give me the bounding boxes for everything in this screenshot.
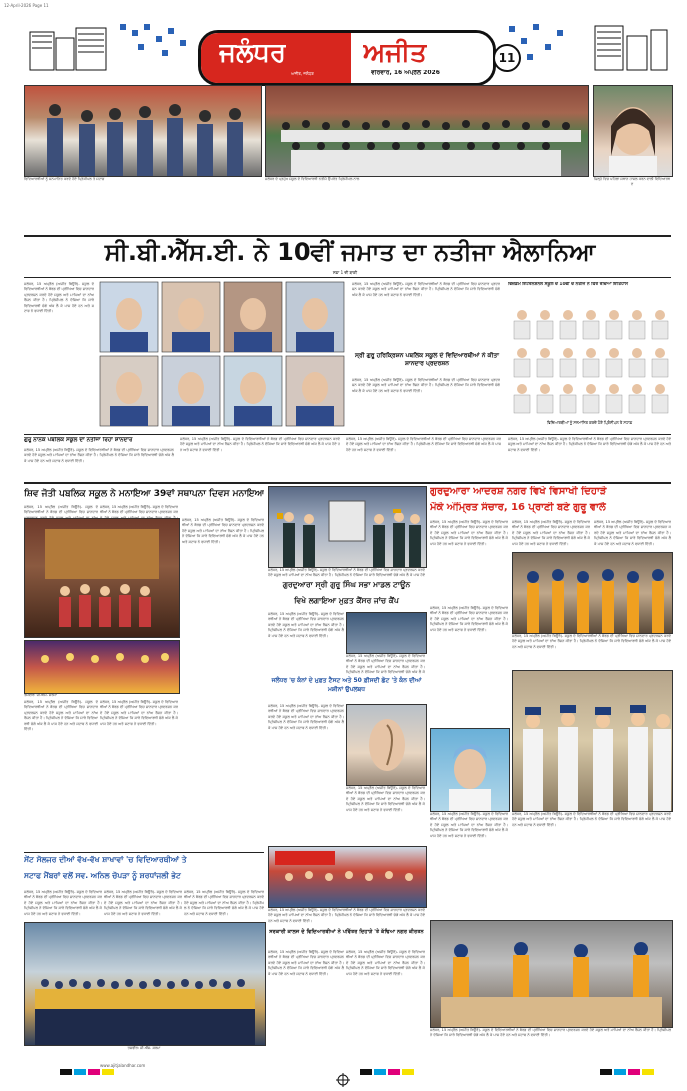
article-cbse-col2: ਜਲੰਧਰ, 15 ਅਪ੍ਰੈਲ (ਅਜੀਤ ਬਿਊਰੋ)- ਸਕੂਲ ਦੇ ਵਿਦਿਆਰਥੀਆਂ ਨੇ ਬੋਰਡ ਦੀ ਪ੍ਰੀਖਿਆ ਵਿਚ ਸ਼ਾਨਦਾਰ ਪ੍ਰਦਰਸ਼ਨ ਕਰਦੇ ਹੋਏ ਸਕੂਲ ਅਤੇ ਮਾਪਿਆਂ ਦਾ ਨਾਂਅ ਰੌਸ਼ਨ ਕੀਤਾ ਹੈ। ਪ੍ਰਿੰਸੀਪਲ ਨੇ ਦੱਸਿਆ ਕਿ ਸਾਰੇ ਵਿਦਿਆਰਥੀ ਚੰਗੇ ਅੰਕ ਲੈ ਕੇ ਪਾਸ ਹੋਏ ਹਨ ਅਤੇ ਸਟਾਫ ਨੇ ਵਧਾਈ ਦਿੱਤੀ। — [352, 282, 500, 297]
masthead-title-left: ਜਲੰਧਰ — [219, 38, 287, 68]
article-adarsh-1: ਜਲੰਧਰ, 15 ਅਪ੍ਰੈਲ (ਅਜੀਤ ਬਿਊਰੋ)- ਸਕੂਲ ਦੇ ਵਿਦਿਆਰਥੀਆਂ ਨੇ ਬੋਰਡ ਦੀ ਪ੍ਰੀਖਿਆ ਵਿਚ ਸ਼ਾਨਦਾਰ ਪ੍ਰਦਰਸ਼ਨ ਕਰਦੇ ਹੋਏ ਸਕੂਲ ਅਤੇ ਮਾਪਿਆਂ ਦਾ ਨਾਂਅ ਰੌਸ਼ਨ ਕੀਤਾ ਹੈ। ਪ੍ਰਿੰਸੀਪਲ ਨੇ ਦੱਸਿਆ ਕਿ ਸਾਰੇ ਵਿਦਿਆਰਥੀ ਚੰਗੇ ਅੰਕ ਲੈ ਕੇ ਪਾਸ ਹੋਏ ਹਨ ਅਤੇ ਸਟਾਫ ਨੇ ਵਧਾਈ ਦਿੱਤੀ। — [430, 520, 508, 546]
article-model-town-2: ਜਲੰਧਰ, 15 ਅਪ੍ਰੈਲ (ਅਜੀਤ ਬਿਊਰੋ)- ਸਕੂਲ ਦੇ ਵਿਦਿਆਰਥੀਆਂ ਨੇ ਬੋਰਡ ਦੀ ਪ੍ਰੀਖਿਆ ਵਿਚ ਸ਼ਾਨਦਾਰ ਪ੍ਰਦਰਸ਼ਨ ਕਰਦੇ ਹੋਏ ਸਕੂਲ ਅਤੇ ਮਾਪਿਆਂ ਦਾ ਨਾਂਅ ਰੌਸ਼ਨ ਕੀਤਾ ਹੈ। ਪ੍ਰਿੰਸੀਪਲ ਨੇ ਦੱਸਿਆ ਕਿ ਸਾਰੇ ਵਿਦਿਆਰਥੀ ਚੰਗੇ ਅੰਕ ਲੈ ਕੇ — [346, 654, 425, 674]
caption-top-mid: ਜਲੰਧਰ ਦੇ ਪ੍ਰਮੁੱਖ ਸਕੂਲ ਦੇ ਵਿਦਿਆਰਥੀ ਨਤੀਜੇ ਉਪਰੰਤ ਪ੍ਰਿੰਸੀਪਲ ਨਾਲ — [265, 177, 360, 181]
main-headline: ਸੀ.ਬੀ.ਐੱਸ.ਈ. ਨੇ 10ਵੀਂ ਜਮਾਤ ਦਾ ਨਤੀਜਾ ਐਲਾਨਿਆ — [104, 238, 596, 266]
photo-portrait-man — [430, 728, 510, 812]
page-number: 11 — [498, 51, 516, 65]
article-shiv-jyoti-1: ਜਲੰਧਰ, 15 ਅਪ੍ਰੈਲ (ਅਜੀਤ ਬਿਊਰੋ)- ਸਕੂਲ ਦੇ ਵਿਦਿਆਰਥੀਆਂ ਨੇ ਬੋਰਡ ਦੀ ਪ੍ਰੀਖਿਆ ਵਿਚ ਸ਼ਾਨਦਾਰ ਪ੍ਰਦਰਸ਼ਨ ਕਰਦੇ ਹੋਏ ਸਕੂਲ ਅਤੇ ਮਾਪਿਆਂ ਦਾ ਨਾਂਅ — [24, 505, 98, 519]
headline-gndps: ਸ੍ਰੀ ਗੁਰੂ ਹਰਿਕ੍ਰਿਸ਼ਨ ਪਬਲਿਕ ਸਕੂਲ ਦੇ ਵਿਦਿਆਰਥੀਆਂ ਨੇ ਕੀਤਾ ਸ਼ਾਨਦਾਰ ਪ੍ਰਦਰਸ਼ਨ — [355, 352, 499, 367]
article-adarsh-5: ਜਲੰਧਰ, 15 ਅਪ੍ਰੈਲ (ਅਜੀਤ ਬਿਊਰੋ)- ਸਕੂਲ ਦੇ ਵਿਦਿਆਰਥੀਆਂ ਨੇ ਬੋਰਡ ਦੀ ਪ੍ਰੀਖਿਆ ਵਿਚ ਸ਼ਾਨਦਾਰ ਪ੍ਰਦਰਸ਼ਨ ਕਰਦੇ ਹੋਏ ਸਕੂਲ ਅਤੇ ਮਾਪਿਆਂ ਦਾ ਨਾਂਅ ਰੌਸ਼ਨ ਕੀਤਾ ਹੈ। ਪ੍ਰਿੰਸੀਪਲ ਨੇ ਦੱਸਿਆ ਕਿ ਸਾਰੇ ਵਿਦਿਆਰਥੀ ਚੰਗੇ ਅੰਕ ਲੈ ਕੇ ਪਾਸ ਹੋਏ ਹਨ ਅਤੇ ਸਟਾਫ ਨੇ ਵਧਾਈ ਦਿੱਤੀ। — [512, 634, 671, 649]
article-result-mid2: ਜਲੰਧਰ, 15 ਅਪ੍ਰੈਲ (ਅਜੀਤ ਬਿਊਰੋ)- ਸਕੂਲ ਦੇ ਵਿਦਿਆਰਥੀਆਂ ਨੇ ਬੋਰਡ ਦੀ ਪ੍ਰੀਖਿਆ ਵਿਚ ਸ਼ਾਨਦਾਰ ਪ੍ਰਦਰਸ਼ਨ ਕਰਦੇ ਹੋਏ ਸਕੂਲ ਅਤੇ ਮਾਪਿਆਂ ਦਾ ਨਾਂਅ ਰੌਸ਼ਨ ਕੀਤਾ ਹੈ। ਪ੍ਰਿੰਸੀਪਲ ਨੇ ਦੱਸਿਆ ਕਿ ਸਾਰੇ ਵਿਦਿਆਰਥੀ ਚੰਗੇ ਅੰਕ ਲੈ ਕੇ ਪਾਸ ਹੋਏ ਹਨ ਅਤੇ ਸਟਾਫ ਨੇ ਵਧਾਈ ਦਿੱਤੀ। — [346, 437, 501, 452]
article-adarsh-2: ਜਲੰਧਰ, 15 ਅਪ੍ਰੈਲ (ਅਜੀਤ ਬਿਊਰੋ)- ਸਕੂਲ ਦੇ ਵਿਦਿਆਰਥੀਆਂ ਨੇ ਬੋਰਡ ਦੀ ਪ੍ਰੀਖਿਆ ਵਿਚ ਸ਼ਾਨਦਾਰ ਪ੍ਰਦਰਸ਼ਨ ਕਰਦੇ ਹੋਏ ਸਕੂਲ ਅਤੇ ਮਾਪਿਆਂ ਦਾ ਨਾਂਅ ਰੌਸ਼ਨ ਕੀਤਾ ਹੈ। ਪ੍ਰਿੰਸੀਪਲ ਨੇ ਦੱਸਿਆ ਕਿ ਸਾਰੇ ਵਿਦਿਆਰਥੀ ਚੰਗੇ ਅੰਕ ਲੈ ਕੇ ਪਾਸ ਹੋਏ ਹਨ ਅਤੇ ਸਟਾਫ ਨੇ ਵਧਾਈ ਦਿੱਤੀ। — [512, 520, 590, 546]
photo-langar-seva — [430, 920, 673, 1028]
masthead-title-right: ਅਜੀਤ — [363, 38, 427, 68]
photo-school-felicitation — [24, 85, 262, 177]
article-st-soldier-3: ਜਲੰਧਰ, 15 ਅਪ੍ਰੈਲ (ਅਜੀਤ ਬਿਊਰੋ)- ਸਕੂਲ ਦੇ ਵਿਦਿਆਰਥੀਆਂ ਨੇ ਬੋਰਡ ਦੀ ਪ੍ਰੀਖਿਆ ਵਿਚ ਸ਼ਾਨਦਾਰ ਪ੍ਰਦਰਸ਼ਨ ਕਰਦੇ ਹੋਏ ਸਕੂਲ ਅਤੇ ਮਾਪਿਆਂ ਦਾ ਨਾਂਅ ਰੌਸ਼ਨ ਕੀਤਾ ਹੈ। ਪ੍ਰਿੰਸੀਪਲ ਨੇ ਦੱਸਿਆ ਕਿ ਸਾਰੇ ਵਿਦਿਆਰਥੀ ਚੰਗੇ ਅੰਕ ਲੈ ਕੇ ਪਾਸ ਹੋਏ ਹਨ ਅਤੇ ਸਟਾਫ ਨੇ ਵਧਾਈ ਦਿੱਤੀ। — [184, 890, 264, 916]
headline-model-town-1: ਗੁਰਦੁਆਰਾ ਸ੍ਰੀ ਗੁਰੂ ਸਿੰਘ ਸਭਾ ਮਾਡਲ ਟਾਊਨ — [282, 580, 411, 589]
page-number-badge — [493, 44, 521, 72]
caption-shiv-jyoti: ਤਸਵੀਰ: ਜੀ.ਐੱਸ. ਸਰਮਾ — [24, 693, 57, 697]
headline-gurdwara-adarsh-1: ਗੁਰਦੁਆਰਾ ਆਦਰਸ਼ ਨਗਰ ਵਿਖੇ ਵਿਸਾਖੀ ਦਿਹਾੜੇ — [430, 486, 607, 497]
divider-row3 — [24, 434, 671, 435]
divider-row4 — [24, 482, 671, 484]
headline-st-soldier-1: ਸੇਂਟ ਸੋਲਜਰ ਦੀਆਂ ਵੱਖ-ਵੱਖ ਸ਼ਾਖਾਵਾਂ 'ਚ ਵਿਦਿਆਰਥੀਆਂ ਤੇ — [24, 855, 187, 864]
registration-mark — [336, 1072, 350, 1086]
headline-college: ਸਰਕਾਰੀ ਕਾਲਜ ਦੇ ਵਿਦਿਆਰਥੀਆਂ ਨੇ ਪਵਿੱਤਰ ਦਿਹਾੜੇ 'ਤੇ ਕੱਢਿਆ ਨਗਰ ਕੀਰਤਨ — [269, 929, 424, 935]
article-adarsh-3: ਜਲੰਧਰ, 15 ਅਪ੍ਰੈਲ (ਅਜੀਤ ਬਿਊਰੋ)- ਸਕੂਲ ਦੇ ਵਿਦਿਆਰਥੀਆਂ ਨੇ ਬੋਰਡ ਦੀ ਪ੍ਰੀਖਿਆ ਵਿਚ ਸ਼ਾਨਦਾਰ ਪ੍ਰਦਰਸ਼ਨ ਕਰਦੇ ਹੋਏ ਸਕੂਲ ਅਤੇ ਮਾਪਿਆਂ ਦਾ ਨਾਂਅ ਰੌਸ਼ਨ ਕੀਤਾ ਹੈ। ਪ੍ਰਿੰਸੀਪਲ ਨੇ ਦੱਸਿਆ ਕਿ ਸਾਰੇ ਵਿਦਿਆਰਥੀ ਚੰਗੇ ਅੰਕ ਲੈ ਕੇ ਪਾਸ ਹੋਏ ਹਨ ਅਤੇ ਸਟਾਫ ਨੇ ਵਧਾਈ ਦਿੱਤੀ। — [594, 520, 671, 546]
article-college-2: ਜਲੰਧਰ, 15 ਅਪ੍ਰੈਲ (ਅਜੀਤ ਬਿਊਰੋ)- ਸਕੂਲ ਦੇ ਵਿਦਿਆਰਥੀਆਂ ਨੇ ਬੋਰਡ ਦੀ ਪ੍ਰੀਖਿਆ ਵਿਚ ਸ਼ਾਨਦਾਰ ਪ੍ਰਦਰਸ਼ਨ ਕਰਦੇ ਹੋਏ ਸਕੂਲ ਅਤੇ ਮਾਪਿਆਂ ਦਾ ਨਾਂਅ ਰੌਸ਼ਨ ਕੀਤਾ ਹੈ। ਪ੍ਰਿੰਸੀਪਲ ਨੇ ਦੱਸਿਆ ਕਿ ਸਾਰੇ ਵਿਦਿਆਰਥੀ ਚੰਗੇ ਅੰਕ ਲੈ ਕੇ ਪਾਸ ਹੋਏ ਹਨ ਅਤੇ ਸਟਾਫ ਨੇ ਵਧਾਈ ਦਿੱਤੀ। — [346, 950, 425, 976]
article-adarsh-4: ਜਲੰਧਰ, 15 ਅਪ੍ਰੈਲ (ਅਜੀਤ ਬਿਊਰੋ)- ਸਕੂਲ ਦੇ ਵਿਦਿਆਰਥੀਆਂ ਨੇ ਬੋਰਡ ਦੀ ਪ੍ਰੀਖਿਆ ਵਿਚ ਸ਼ਾਨਦਾਰ ਪ੍ਰਦਰਸ਼ਨ ਕਰਦੇ ਹੋਏ ਸਕੂਲ ਅਤੇ ਮਾਪਿਆਂ ਦਾ ਨਾਂਅ ਰੌਸ਼ਨ ਕੀਤਾ ਹੈ। ਪ੍ਰਿੰਸੀਪਲ ਨੇ ਦੱਸਿਆ ਕਿ ਸਾਰੇ ਵਿਦਿਆਰਥੀ ਚੰਗੇ ਅੰਕ ਲੈ ਕੇ ਪਾਸ ਹੋਏ ਹਨ ਅਤੇ ਸਟਾਫ ਨੇ ਵਧਾਈ ਦਿੱਤੀ। — [430, 606, 508, 632]
photo-model-town-camp — [346, 612, 427, 654]
headline-model-town-2: ਵਿਖੇ ਲਗਾਇਆ ਮੁਫ਼ਤ ਕੈਂਸਰ ਜਾਂਚ ਕੈਂਪ — [294, 596, 399, 605]
article-guru-nanak: ਜਲੰਧਰ, 15 ਅਪ੍ਰੈਲ (ਅਜੀਤ ਬਿਊਰੋ)- ਸਕੂਲ ਦੇ ਵਿਦਿਆਰਥੀਆਂ ਨੇ ਬੋਰਡ ਦੀ ਪ੍ਰੀਖਿਆ ਵਿਚ ਸ਼ਾਨਦਾਰ ਪ੍ਰਦਰਸ਼ਨ ਕਰਦੇ ਹੋਏ ਸਕੂਲ ਅਤੇ ਮਾਪਿਆਂ ਦਾ ਨਾਂਅ ਰੌਸ਼ਨ ਕੀਤਾ ਹੈ। ਪ੍ਰਿੰਸੀਪਲ ਨੇ ਦੱਸਿਆ ਕਿ ਸਾਰੇ ਵਿਦਿਆਰਥੀ ਚੰਗੇ ਅੰਕ ਲੈ ਕੇ ਪਾਸ ਹੋਏ ਹਨ ਅਤੇ ਸਟਾਫ ਨੇ ਵਧਾਈ ਦਿੱਤੀ। — [24, 448, 174, 463]
masthead-sub: ਅਜੀਤ, ਜਲੰਧਰ — [291, 71, 314, 76]
student-portraits — [98, 280, 348, 430]
masthead-date: ਵੀਰਵਾਰ, 16 ਅਪ੍ਰੈਲ 2026 — [371, 70, 440, 75]
article-adarsh-6: ਜਲੰਧਰ, 15 ਅਪ੍ਰੈਲ (ਅਜੀਤ ਬਿਊਰੋ)- ਸਕੂਲ ਦੇ ਵਿਦਿਆਰਥੀਆਂ ਨੇ ਬੋਰਡ ਦੀ ਪ੍ਰੀਖਿਆ ਵਿਚ ਸ਼ਾਨਦਾਰ ਪ੍ਰਦਰਸ਼ਨ ਕਰਦੇ ਹੋਏ ਸਕੂਲ ਅਤੇ ਮਾਪਿਆਂ ਦਾ ਨਾਂਅ ਰੌਸ਼ਨ ਕੀਤਾ ਹੈ। ਪ੍ਰਿੰਸੀਪਲ ਨੇ ਦੱਸਿਆ ਕਿ ਸਾਰੇ ਵਿਦਿਆਰਥੀ ਚੰਗੇ ਅੰਕ ਲੈ ਕੇ ਪਾਸ ਹੋਏ ਹਨ ਅਤੇ ਸਟਾਫ ਨੇ ਵਧਾਈ ਦਿੱਤੀ। — [430, 812, 508, 838]
caption-wisdom-students: ਵਿਦਿਆਰਥੀਆਂ ਨੂੰ ਸਨਮਾਨਿਤ ਕਰਦੇ ਹੋਏ ਪ੍ਰਿੰਸੀਪਲ ਤੇ ਸਟਾਫ਼ — [547, 420, 632, 425]
article-hearing-1: ਜਲੰਧਰ, 15 ਅਪ੍ਰੈਲ (ਅਜੀਤ ਬਿਊਰੋ)- ਸਕੂਲ ਦੇ ਵਿਦਿਆਰਥੀਆਂ ਨੇ ਬੋਰਡ ਦੀ ਪ੍ਰੀਖਿਆ ਵਿਚ ਸ਼ਾਨਦਾਰ ਪ੍ਰਦਰਸ਼ਨ ਕਰਦੇ ਹੋਏ ਸਕੂਲ ਅਤੇ ਮਾਪਿਆਂ ਦਾ ਨਾਂਅ ਰੌਸ਼ਨ ਕੀਤਾ ਹੈ। ਪ੍ਰਿੰਸੀਪਲ ਨੇ ਦੱਸਿਆ ਕਿ ਸਾਰੇ ਵਿਦਿਆਰਥੀ ਚੰਗੇ ਅੰਕ ਲੈ ਕੇ ਪਾਸ ਹੋਏ ਹਨ ਅਤੇ ਸਟਾਫ ਨੇ ਵਧਾਈ ਦਿੱਤੀ। — [268, 704, 344, 730]
main-subhead: ਸਫ਼ਾ 1 ਦੀ ਬਾਕੀ — [332, 270, 358, 275]
article-wisdom-intro: ਵਿਜ਼ਡਮ ਇੰਟਰਨੈਸ਼ਨਲ ਸਕੂਲ ਦੇ 10ਵੀਂ ਦੇ ਨਤੀਜੇ ਨੇ ਫਿਰ ਰਚਿਆ ਇਤਿਹਾਸ — [508, 282, 628, 287]
article-college-intro: ਜਲੰਧਰ, 15 ਅਪ੍ਰੈਲ (ਅਜੀਤ ਬਿਊਰੋ)- ਸਕੂਲ ਦੇ ਵਿਦਿਆਰਥੀਆਂ ਨੇ ਬੋਰਡ ਦੀ ਪ੍ਰੀਖਿਆ ਵਿਚ ਸ਼ਾਨਦਾਰ ਪ੍ਰਦਰਸ਼ਨ ਕਰਦੇ ਹੋਏ ਸਕੂਲ ਅਤੇ ਮਾਪਿਆਂ ਦਾ ਨਾਂਅ ਰੌਸ਼ਨ ਕੀਤਾ ਹੈ। ਪ੍ਰਿੰਸੀਪਲ ਨੇ ਦੱਸਿਆ ਕਿ ਸਾਰੇ ਵਿਦਿਆਰਥੀ ਚੰਗੇ ਅੰਕ ਲੈ ਕੇ ਪਾਸ ਹੋਏ ਹਨ ਅਤੇ ਸਟਾਫ ਨੇ ਵਧਾਈ ਦਿੱਤੀ। — [268, 908, 425, 923]
photo-sikh-elders — [512, 670, 673, 812]
photo-stage-event — [24, 518, 180, 638]
headline-st-soldier-2: ਸਟਾਫ ਮੈਂਬਰਾਂ ਵਲੋਂ ਸਵ. ਅਨਿਲ ਚੋਪੜਾ ਨੂੰ ਸ਼ਰਧਾਂਜਲੀ ਭੇਟ — [24, 871, 181, 880]
article-st-soldier-1: ਜਲੰਧਰ, 15 ਅਪ੍ਰੈਲ (ਅਜੀਤ ਬਿਊਰੋ)- ਸਕੂਲ ਦੇ ਵਿਦਿਆਰਥੀਆਂ ਨੇ ਬੋਰਡ ਦੀ ਪ੍ਰੀਖਿਆ ਵਿਚ ਸ਼ਾਨਦਾਰ ਪ੍ਰਦਰਸ਼ਨ ਕਰਦੇ ਹੋਏ ਸਕੂਲ ਅਤੇ ਮਾਪਿਆਂ ਦਾ ਨਾਂਅ ਰੌਸ਼ਨ ਕੀਤਾ ਹੈ। ਪ੍ਰਿੰਸੀਪਲ ਨੇ ਦੱਸਿਆ ਕਿ ਸਾਰੇ ਵਿਦਿਆਰਥੀ ਚੰਗੇ ਅੰਕ ਲੈ ਕੇ ਪਾਸ ਹੋਏ ਹਨ ਅਤੇ ਸਟਾਫ ਨੇ ਵਧਾਈ ਦਿੱਤੀ। — [24, 890, 102, 916]
article-shiv-jyoti-3: ਜਲੰਧਰ, 15 ਅਪ੍ਰੈਲ (ਅਜੀਤ ਬਿਊਰੋ)- ਸਕੂਲ ਦੇ ਵਿਦਿਆਰਥੀਆਂ ਨੇ ਬੋਰਡ ਦੀ ਪ੍ਰੀਖਿਆ ਵਿਚ ਸ਼ਾਨਦਾਰ ਪ੍ਰਦਰਸ਼ਨ ਕਰਦੇ ਹੋਏ ਸਕੂਲ ਅਤੇ ਮਾਪਿਆਂ ਦਾ ਨਾਂਅ ਰੌਸ਼ਨ ਕੀਤਾ ਹੈ। ਪ੍ਰਿੰਸੀਪਲ ਨੇ ਦੱਸਿਆ ਕਿ ਸਾਰੇ ਵਿਦਿਆਰਥੀ ਚੰਗੇ ਅੰਕ ਲੈ ਕੇ ਪਾਸ ਹੋਏ ਹਨ ਅਤੇ ਸਟਾਫ ਨੇ ਵਧਾਈ ਦਿੱਤੀ। — [182, 518, 264, 544]
divider-main-bottom — [24, 277, 671, 278]
footer-url: www.ajitjalandhar.com — [100, 1063, 146, 1068]
article-model-town-1: ਜਲੰਧਰ, 15 ਅਪ੍ਰੈਲ (ਅਜੀਤ ਬਿਊਰੋ)- ਸਕੂਲ ਦੇ ਵਿਦਿਆਰਥੀਆਂ ਨੇ ਬੋਰਡ ਦੀ ਪ੍ਰੀਖਿਆ ਵਿਚ ਸ਼ਾਨਦਾਰ ਪ੍ਰਦਰਸ਼ਨ ਕਰਦੇ ਹੋਏ ਸਕੂਲ ਅਤੇ ਮਾਪਿਆਂ ਦਾ ਨਾਂਅ ਰੌਸ਼ਨ ਕੀਤਾ ਹੈ। ਪ੍ਰਿੰਸੀਪਲ ਨੇ ਦੱਸਿਆ ਕਿ ਸਾਰੇ ਵਿਦਿਆਰਥੀ ਚੰਗੇ ਅੰਕ ਲੈ ਕੇ ਪਾਸ ਹੋਏ ਹਨ ਅਤੇ ਸਟਾਫ ਨੇ ਵਧਾਈ ਦਿੱਤੀ। — [268, 612, 344, 638]
corner-decoration-left — [20, 18, 190, 73]
article-shiv-jyoti-5: ਜਲੰਧਰ, 15 ਅਪ੍ਰੈਲ (ਅਜੀਤ ਬਿਊਰੋ)- ਸਕੂਲ ਦੇ ਵਿਦਿਆਰਥੀਆਂ ਨੇ ਬੋਰਡ ਦੀ ਪ੍ਰੀਖਿਆ ਵਿਚ ਸ਼ਾਨਦਾਰ ਪ੍ਰਦਰਸ਼ਨ ਕਰਦੇ ਹੋਏ ਸਕੂਲ ਅਤੇ ਮਾਪਿਆਂ ਦਾ ਨਾਂਅ ਰੌਸ਼ਨ ਕੀਤਾ ਹੈ। ਪ੍ਰਿੰਸੀਪਲ ਨੇ ਦੱਸਿਆ ਕਿ ਸਾਰੇ ਵਿਦਿਆਰਥੀ ਚੰਗੇ ਅੰਕ ਲੈ ਕੇ ਪਾਸ ਹੋਏ ਹਨ ਅਤੇ ਸਟਾਫ ਨੇ ਵਧਾਈ ਦਿੱਤੀ। — [100, 700, 178, 726]
student-grid-right — [508, 305, 671, 417]
article-college-1: ਜਲੰਧਰ, 15 ਅਪ੍ਰੈਲ (ਅਜੀਤ ਬਿਊਰੋ)- ਸਕੂਲ ਦੇ ਵਿਦਿਆਰਥੀਆਂ ਨੇ ਬੋਰਡ ਦੀ ਪ੍ਰੀਖਿਆ ਵਿਚ ਸ਼ਾਨਦਾਰ ਪ੍ਰਦਰਸ਼ਨ ਕਰਦੇ ਹੋਏ ਸਕੂਲ ਅਤੇ ਮਾਪਿਆਂ ਦਾ ਨਾਂਅ ਰੌਸ਼ਨ ਕੀਤਾ ਹੈ। ਪ੍ਰਿੰਸੀਪਲ ਨੇ ਦੱਸਿਆ ਕਿ ਸਾਰੇ ਵਿਦਿਆਰਥੀ ਚੰਗੇ ਅੰਕ ਲੈ ਕੇ ਪਾਸ ਹੋਏ ਹਨ ਅਤੇ ਸਟਾਫ ਨੇ ਵਧਾਈ ਦਿੱਤੀ। — [268, 950, 344, 976]
photo-hearing-aid — [346, 704, 427, 786]
article-result-mid: ਜਲੰਧਰ, 15 ਅਪ੍ਰੈਲ (ਅਜੀਤ ਬਿਊਰੋ)- ਸਕੂਲ ਦੇ ਵਿਦਿਆਰਥੀਆਂ ਨੇ ਬੋਰਡ ਦੀ ਪ੍ਰੀਖਿਆ ਵਿਚ ਸ਼ਾਨਦਾਰ ਪ੍ਰਦਰਸ਼ਨ ਕਰਦੇ ਹੋਏ ਸਕੂਲ ਅਤੇ ਮਾਪਿਆਂ ਦਾ ਨਾਂਅ ਰੌਸ਼ਨ ਕੀਤਾ ਹੈ। ਪ੍ਰਿੰਸੀਪਲ ਨੇ ਦੱਸਿਆ ਕਿ ਸਾਰੇ ਵਿਦਿਆਰਥੀ ਚੰਗੇ ਅੰਕ ਲੈ ਕੇ ਪਾਸ ਹੋਏ ਹਨ ਅਤੇ ਸਟਾਫ ਨੇ ਵਧਾਈ ਦਿੱਤੀ। — [180, 437, 340, 452]
photo-group-banner — [268, 846, 427, 908]
article-langar: ਜਲੰਧਰ, 15 ਅਪ੍ਰੈਲ (ਅਜੀਤ ਬਿਊਰੋ)- ਸਕੂਲ ਦੇ ਵਿਦਿਆਰਥੀਆਂ ਨੇ ਬੋਰਡ ਦੀ ਪ੍ਰੀਖਿਆ ਵਿਚ ਸ਼ਾਨਦਾਰ ਪ੍ਰਦਰਸ਼ਨ ਕਰਦੇ ਹੋਏ ਸਕੂਲ ਅਤੇ ਮਾਪਿਆਂ ਦਾ ਨਾਂਅ ਰੌਸ਼ਨ ਕੀਤਾ ਹੈ। ਪ੍ਰਿੰਸੀਪਲ ਨੇ ਦੱਸਿਆ ਕਿ ਸਾਰੇ ਵਿਦਿਆਰਥੀ ਚੰਗੇ ਅੰਕ ਲੈ ਕੇ ਪਾਸ ਹੋਏ ਹਨ ਅਤੇ ਸਟਾਫ ਨੇ ਵਧਾਈ ਦਿੱਤੀ। — [430, 1028, 671, 1038]
caption-st-soldier: ਤਸਵੀਰ: ਜੀ.ਐੱਸ. ਸਰਮਾ — [127, 1046, 161, 1050]
photo-st-soldier-tribute — [24, 922, 266, 1046]
article-shiv-jyoti-4: ਜਲੰਧਰ, 15 ਅਪ੍ਰੈਲ (ਅਜੀਤ ਬਿਊਰੋ)- ਸਕੂਲ ਦੇ ਵਿਦਿਆਰਥੀਆਂ ਨੇ ਬੋਰਡ ਦੀ ਪ੍ਰੀਖਿਆ ਵਿਚ ਸ਼ਾਨਦਾਰ ਪ੍ਰਦਰਸ਼ਨ ਕਰਦੇ ਹੋਏ ਸਕੂਲ ਅਤੇ ਮਾਪਿਆਂ ਦਾ ਨਾਂਅ ਰੌਸ਼ਨ ਕੀਤਾ ਹੈ। ਪ੍ਰਿੰਸੀਪਲ ਨੇ ਦੱਸਿਆ ਕਿ ਸਾਰੇ ਵਿਦਿਆਰਥੀ ਚੰਗੇ ਅੰਕ ਲੈ ਕੇ ਪਾਸ ਹੋਏ ਹਨ ਅਤੇ ਸਟਾਫ ਨੇ ਵਧਾਈ ਦਿੱਤੀ। — [24, 700, 98, 732]
article-result-right: ਜਲੰਧਰ, 15 ਅਪ੍ਰੈਲ (ਅਜੀਤ ਬਿਊਰੋ)- ਸਕੂਲ ਦੇ ਵਿਦਿਆਰਥੀਆਂ ਨੇ ਬੋਰਡ ਦੀ ਪ੍ਰੀਖਿਆ ਵਿਚ ਸ਼ਾਨਦਾਰ ਪ੍ਰਦਰਸ਼ਨ ਕਰਦੇ ਹੋਏ ਸਕੂਲ ਅਤੇ ਮਾਪਿਆਂ ਦਾ ਨਾਂਅ ਰੌਸ਼ਨ ਕੀਤਾ ਹੈ। ਪ੍ਰਿੰਸੀਪਲ ਨੇ ਦੱਸਿਆ ਕਿ ਸਾਰੇ ਵਿਦਿਆਰਥੀ ਚੰਗੇ ਅੰਕ ਲੈ ਕੇ ਪਾਸ ਹੋਏ ਹਨ ਅਤੇ ਸਟਾਫ ਨੇ ਵਧਾਈ ਦਿੱਤੀ। — [508, 437, 671, 452]
photo-dance-performance — [24, 640, 180, 694]
article-cbse-col3: ਜਲੰਧਰ, 15 ਅਪ੍ਰੈਲ (ਅਜੀਤ ਬਿਊਰੋ)- ਸਕੂਲ ਦੇ ਵਿਦਿਆਰਥੀਆਂ ਨੇ ਬੋਰਡ ਦੀ ਪ੍ਰੀਖਿਆ ਵਿਚ ਸ਼ਾਨਦਾਰ ਪ੍ਰਦਰਸ਼ਨ ਕਰਦੇ ਹੋਏ ਸਕੂਲ ਅਤੇ ਮਾਪਿਆਂ ਦਾ ਨਾਂਅ ਰੌਸ਼ਨ ਕੀਤਾ ਹੈ। ਪ੍ਰਿੰਸੀਪਲ ਨੇ ਦੱਸਿਆ ਕਿ ਸਾਰੇ ਵਿਦਿਆਰਥੀ ਚੰਗੇ ਅੰਕ ਲੈ ਕੇ ਪਾਸ ਹੋਏ ਹਨ ਅਤੇ ਸਟਾਫ ਨੇ ਵਧਾਈ ਦਿੱਤੀ। — [352, 378, 500, 393]
article-hearing-2: ਜਲੰਧਰ, 15 ਅਪ੍ਰੈਲ (ਅਜੀਤ ਬਿਊਰੋ)- ਸਕੂਲ ਦੇ ਵਿਦਿਆਰਥੀਆਂ ਨੇ ਬੋਰਡ ਦੀ ਪ੍ਰੀਖਿਆ ਵਿਚ ਸ਼ਾਨਦਾਰ ਪ੍ਰਦਰਸ਼ਨ ਕਰਦੇ ਹੋਏ ਸਕੂਲ ਅਤੇ ਮਾਪਿਆਂ ਦਾ ਨਾਂਅ ਰੌਸ਼ਨ ਕੀਤਾ ਹੈ। ਪ੍ਰਿੰਸੀਪਲ ਨੇ ਦੱਸਿਆ ਕਿ ਸਾਰੇ ਵਿਦਿਆਰਥੀ ਚੰਗੇ ਅੰਕ ਲੈ ਕੇ ਪਾਸ ਹੋਏ ਹਨ ਅਤੇ ਸਟਾਫ ਨੇ ਵਧਾਈ ਦਿੱਤੀ। — [346, 786, 425, 812]
caption-top-left: ਵਿਦਿਆਰਥੀਆਂ ਨੂੰ ਸਨਮਾਨਿਤ ਕਰਦੇ ਹੋਏ ਪ੍ਰਿੰਸੀਪਲ ਤੇ ਸਟਾਫ਼ — [24, 177, 105, 181]
print-slug: 12-April-2026 Page 11 — [4, 3, 49, 8]
headline-shiv-jyoti: ਸ਼ਿਵ ਜੋਤੀ ਪਬਲਿਕ ਸਕੂਲ ਨੇ ਮਨਾਇਆ 39ਵਾਂ ਸਥਾਪਨਾ ਦਿਵਸ ਮਨਾਇਆ — [24, 489, 264, 499]
caption-top-right: ਜ਼ਿਲ੍ਹੇ ਵਿਚ ਪਹਿਲਾ ਸਥਾਨ ਹਾਸਲ ਕਰਨ ਵਾਲੀ ਵਿਦਿਆਰਥਣ — [593, 177, 671, 187]
article-shiv-jyoti-2: ਜਲੰਧਰ, 15 ਅਪ੍ਰੈਲ (ਅਜੀਤ ਬਿਊਰੋ)- ਸਕੂਲ ਦੇ ਵਿਦਿਆਰਥੀਆਂ ਨੇ ਬੋਰਡ ਦੀ ਪ੍ਰੀਖਿਆ ਵਿਚ ਸ਼ਾਨਦਾਰ ਪ੍ਰਦਰਸ਼ਨ ਕਰਦੇ ਹੋਏ ਸਕੂਲ ਅਤੇ ਮਾਪਿਆਂ ਦਾ ਨਾਂਅ ਰੌਸ਼ਨ ਕੀਤਾ ਹੈ। — [100, 505, 178, 519]
photo-amrit-sanchar — [512, 552, 673, 634]
divider-row-soldier — [24, 852, 264, 853]
corner-decoration-right — [505, 18, 670, 73]
photo-gurdwara-event — [268, 486, 427, 568]
photo-topper-girl — [593, 85, 673, 177]
masthead-logo — [198, 30, 496, 86]
headline-hearing: ਜਲੰਧਰ 'ਚ ਕੰਨਾਂ ਦੇ ਮੁਫ਼ਤ ਟੈਸਟ ਅਤੇ 50 ਫ਼ੀਸਦੀ ਛੋਟ 'ਤੇ ਕੰਨ ਦੀਆਂ ਮਸ਼ੀਨਾਂ ਉਪਲਬਧ — [271, 677, 422, 693]
photo-students-group — [265, 85, 589, 177]
article-st-soldier-2: ਜਲੰਧਰ, 15 ਅਪ੍ਰੈਲ (ਅਜੀਤ ਬਿਊਰੋ)- ਸਕੂਲ ਦੇ ਵਿਦਿਆਰਥੀਆਂ ਨੇ ਬੋਰਡ ਦੀ ਪ੍ਰੀਖਿਆ ਵਿਚ ਸ਼ਾਨਦਾਰ ਪ੍ਰਦਰਸ਼ਨ ਕਰਦੇ ਹੋਏ ਸਕੂਲ ਅਤੇ ਮਾਪਿਆਂ ਦਾ ਨਾਂਅ ਰੌਸ਼ਨ ਕੀਤਾ ਹੈ। ਪ੍ਰਿੰਸੀਪਲ ਨੇ ਦੱਸਿਆ ਕਿ ਸਾਰੇ ਵਿਦਿਆਰਥੀ ਚੰਗੇ ਅੰਕ ਲੈ ਕੇ ਪਾਸ ਹੋਏ ਹਨ ਅਤੇ ਸਟਾਫ ਨੇ ਵਧਾਈ ਦਿੱਤੀ। — [104, 890, 182, 916]
headline-gurdwara-adarsh-2: ਮੌਕੇ ਅੰਮ੍ਰਿਤ ਸੰਚਾਰ, 16 ਪ੍ਰਾਣੀ ਬਣੇ ਗੁਰੂ ਵਾਲੇ — [430, 502, 606, 513]
article-cbse-col1: ਜਲੰਧਰ, 15 ਅਪ੍ਰੈਲ (ਅਜੀਤ ਬਿਊਰੋ)- ਸਕੂਲ ਦੇ ਵਿਦਿਆਰਥੀਆਂ ਨੇ ਬੋਰਡ ਦੀ ਪ੍ਰੀਖਿਆ ਵਿਚ ਸ਼ਾਨਦਾਰ ਪ੍ਰਦਰਸ਼ਨ ਕਰਦੇ ਹੋਏ ਸਕੂਲ ਅਤੇ ਮਾਪਿਆਂ ਦਾ ਨਾਂਅ ਰੌਸ਼ਨ ਕੀਤਾ ਹੈ। ਪ੍ਰਿੰਸੀਪਲ ਨੇ ਦੱਸਿਆ ਕਿ ਸਾਰੇ ਵਿਦਿਆਰਥੀ ਚੰਗੇ ਅੰਕ ਲੈ ਕੇ ਪਾਸ ਹੋਏ ਹਨ ਅਤੇ ਸਟਾਫ ਨੇ ਵਧਾਈ ਦਿੱਤੀ। — [24, 282, 94, 314]
article-gurdwara-model-town: ਜਲੰਧਰ, 15 ਅਪ੍ਰੈਲ (ਅਜੀਤ ਬਿਊਰੋ)- ਸਕੂਲ ਦੇ ਵਿਦਿਆਰਥੀਆਂ ਨੇ ਬੋਰਡ ਦੀ ਪ੍ਰੀਖਿਆ ਵਿਚ ਸ਼ਾਨਦਾਰ ਪ੍ਰਦਰਸ਼ਨ ਕਰਦੇ ਹੋਏ ਸਕੂਲ ਅਤੇ ਮਾਪਿਆਂ ਦਾ ਨਾਂਅ ਰੌਸ਼ਨ ਕੀਤਾ ਹੈ। ਪ੍ਰਿੰਸੀਪਲ ਨੇ ਦੱਸਿਆ ਕਿ ਸਾਰੇ ਵਿਦਿਆਰਥੀ ਚੰਗੇ ਅੰਕ ਲੈ ਕੇ ਪਾਸ ਹੋਏ — [268, 568, 425, 578]
article-adarsh-7: ਜਲੰਧਰ, 15 ਅਪ੍ਰੈਲ (ਅਜੀਤ ਬਿਊਰੋ)- ਸਕੂਲ ਦੇ ਵਿਦਿਆਰਥੀਆਂ ਨੇ ਬੋਰਡ ਦੀ ਪ੍ਰੀਖਿਆ ਵਿਚ ਸ਼ਾਨਦਾਰ ਪ੍ਰਦਰਸ਼ਨ ਕਰਦੇ ਹੋਏ ਸਕੂਲ ਅਤੇ ਮਾਪਿਆਂ ਦਾ ਨਾਂਅ ਰੌਸ਼ਨ ਕੀਤਾ ਹੈ। ਪ੍ਰਿੰਸੀਪਲ ਨੇ ਦੱਸਿਆ ਕਿ ਸਾਰੇ ਵਿਦਿਆਰਥੀ ਚੰਗੇ ਅੰਕ ਲੈ ਕੇ ਪਾਸ ਹੋਏ ਹਨ ਅਤੇ ਸਟਾਫ ਨੇ ਵਧਾਈ ਦਿੱਤੀ। — [512, 812, 671, 827]
headline-guru-nanak: ਗੁਰੂ ਨਾਨਕ ਪਬਲਿਕ ਸਕੂਲ ਦਾ ਨਤੀਜਾ ਰਿਹਾ ਸ਼ਾਨਦਾਰ — [24, 437, 133, 443]
